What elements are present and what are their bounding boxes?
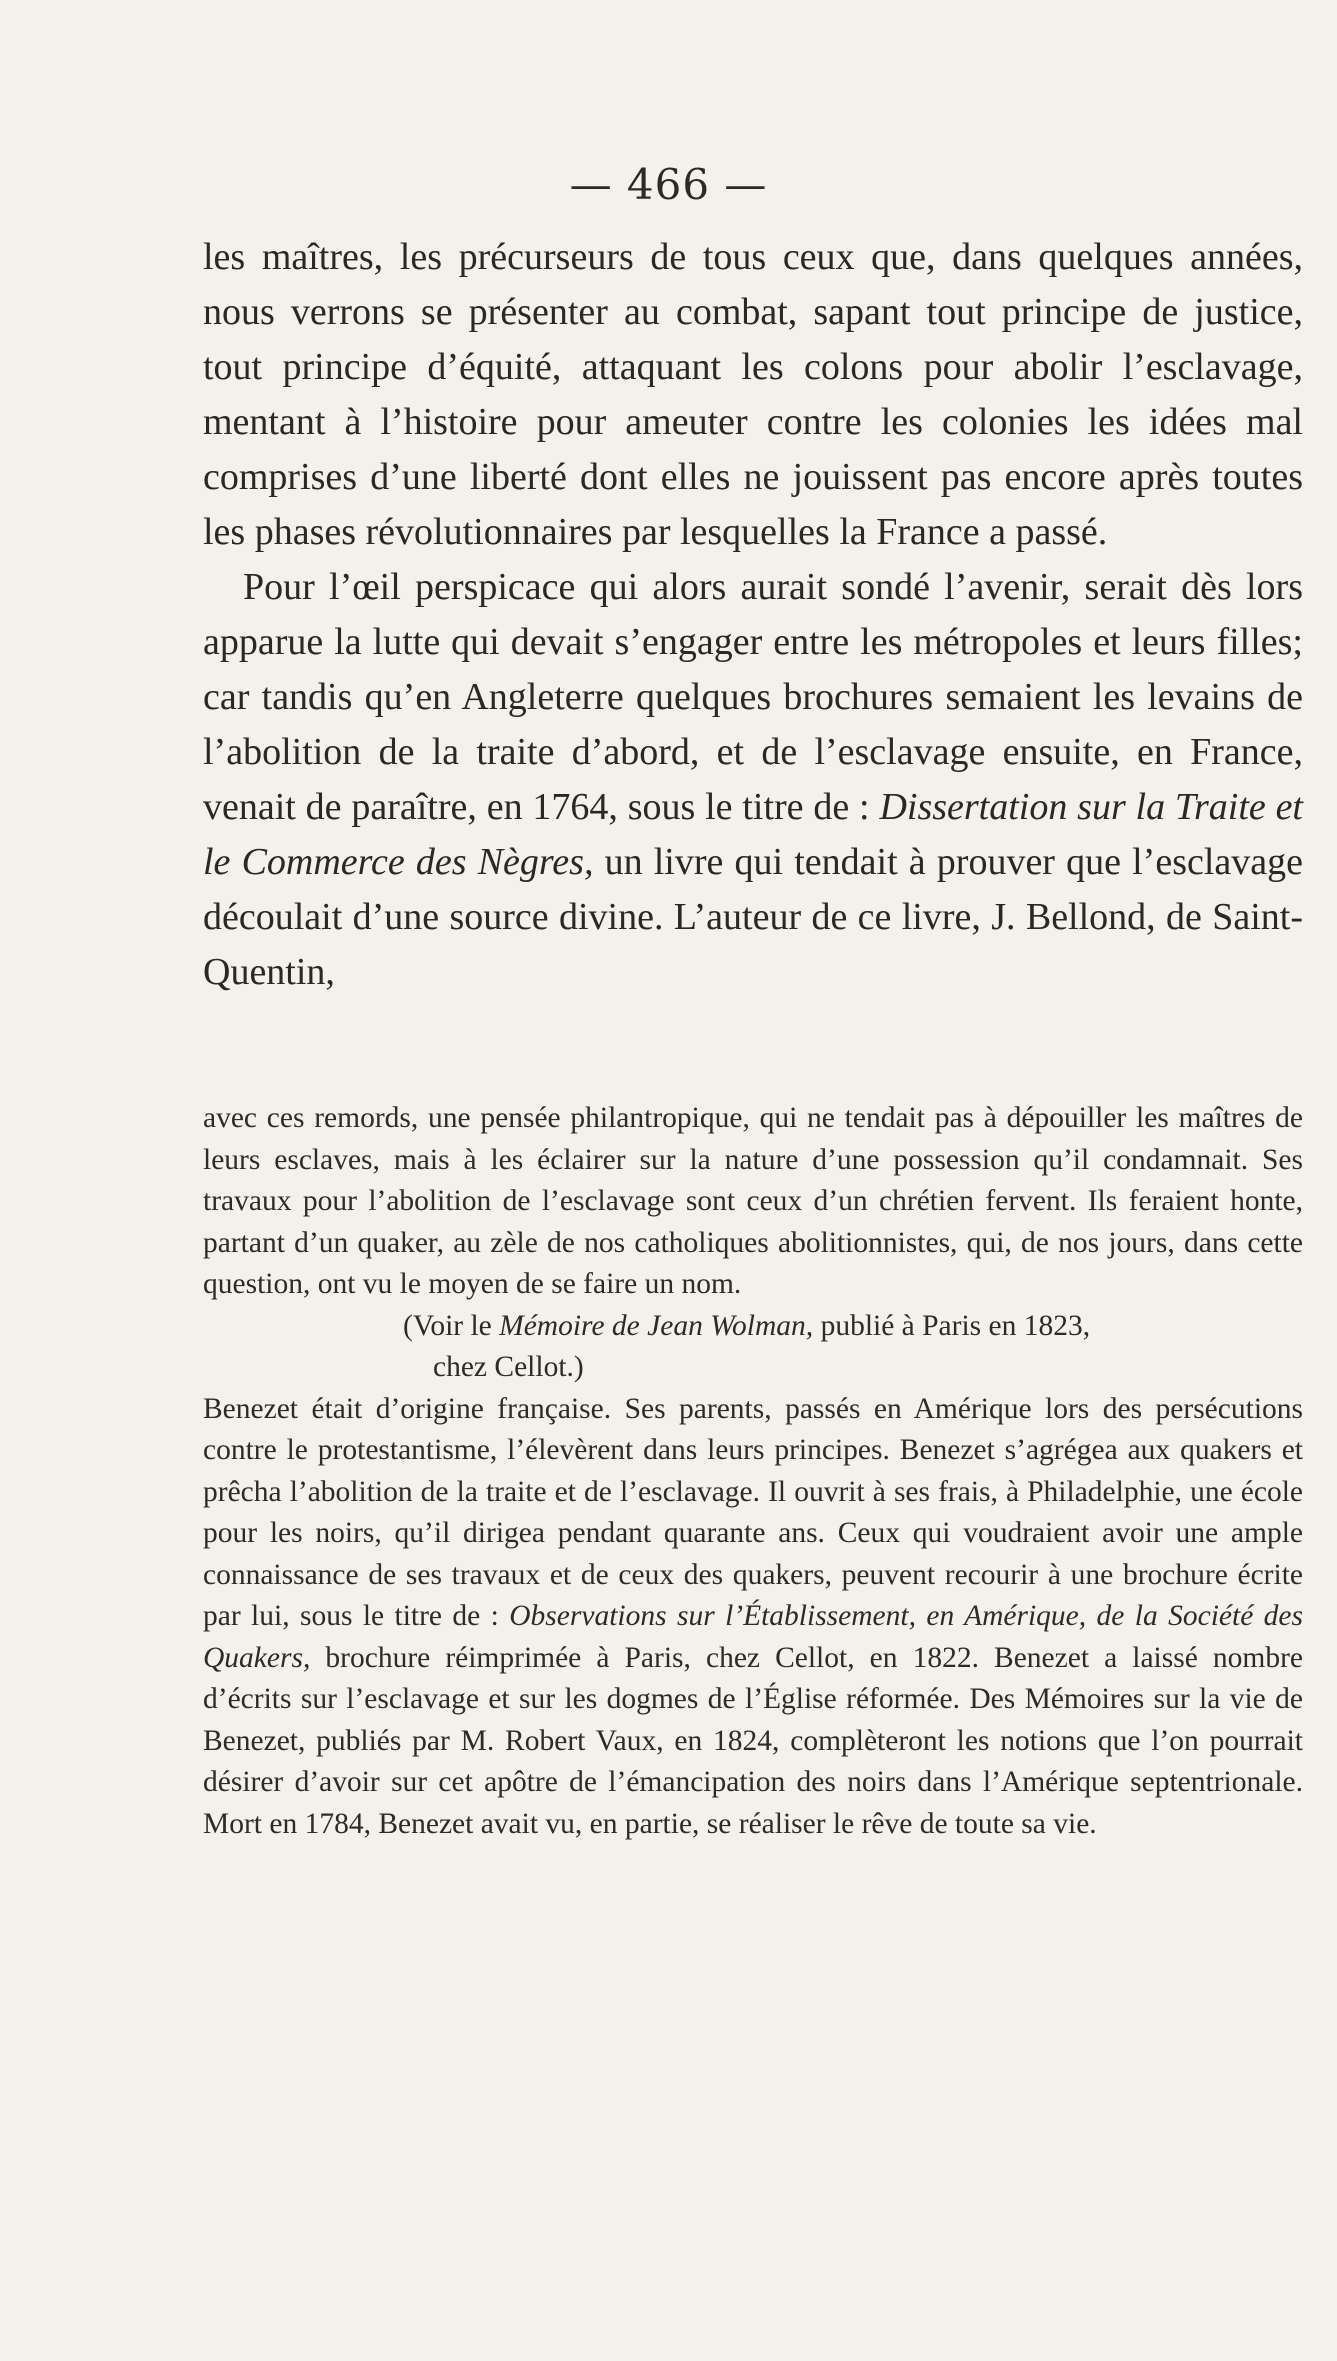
reference-prefix: (Voir le (403, 1309, 500, 1342)
main-paragraph-2-start: Pour l’œil perspicace qui alors aurait sondé l’avenir, serait dès lors apparue la lutte qui devait s’engager entre les métropoles et leurs filles; car tandis qu’en Angleterre quelques brochures semaient les levains de l’abolition de la traite d’abord, et de l’esclavage ensuite, en France, venait de paraître, en 1764, sous le titre de : (203, 566, 1303, 828)
footnote-benezet-start: Benezet était d’origine française. Ses parents, passés en Amérique lors des persécutions contre le protestantisme, l’élevèrent dans leurs principes. Benezet s’agrégea aux quakers et prêcha l’abolition de la traite et de l’esclavage. Il ouvrit à ses frais, à Philadelphie, une école pour les noirs, qu’il dirigea pendant quarante ans. Ceux qui voudraient avoir une ample connaissance de ses travaux et de ceux des quakers, peuvent recourir à une brochure écrite par lui, sous le titre de : (203, 1392, 1303, 1632)
footnote-continuation: avec ces remords, une pensée philantropique, qui ne tendait pas à dépouiller les maîtres de leurs esclaves, mais à les éclairer sur la nature d’une possession qu’il condamnait. Ses travaux pour l’abolition de l’esclavage sont ceux d’un chrétien fervent. Ils feraient honte, partant d’un quaker, au zèle de nos catholiques abolitionnistes, qui, de nos jours, dans cette question, ont vu le moyen de se faire un nom. (203, 1102, 1303, 1300)
reference-suffix: publié à Paris en 1823, (813, 1309, 1091, 1342)
reference-title: Mémoire de Jean Wolman, (499, 1309, 814, 1342)
page-number: — 466 — (569, 160, 768, 209)
book-title-dissertation: Dissertation sur la Traite et le Commerce des Nègres, (203, 786, 1303, 883)
main-paragraph-2-end: un livre qui tendait à prouver que l’esclavage découlait d’une source divine. L’auteur de ce livre, J. Bellond, de Saint-Quentin, (203, 841, 1303, 993)
footnotes (203, 1098, 1303, 1845)
footnote-reference (203, 1306, 1303, 1348)
brochure-title: Observations sur l’Établissement, en Amérique, de la Société des Quakers, (203, 1600, 1304, 1674)
footnote-reference-publisher: chez Cellot.) (433, 1351, 584, 1383)
main-paragraph-2 (203, 560, 1303, 1000)
main-text (203, 230, 1303, 1000)
footnote-benezet (203, 1389, 1303, 1846)
main-paragraph-1: les maîtres, les précurseurs de tous ceux que, dans quelques années, nous verrons se présenter au combat, sapant tout principe de justice, tout principe d’équité, attaquant les colons pour abolir l’esclavage, mentant à l’histoire pour ameuter contre les colonies les idées mal comprises d’une liberté dont elles ne jouissent pas encore après toutes les phases révolutionnaires par lesquelles la France a passé. (203, 236, 1303, 553)
footnote-benezet-end: brochure réimprimée à Paris, chez Cellot, en 1822. Benezet a laissé nombre d’écrits sur l’esclavage et sur les dogmes de l’Église réformée. Des Mémoires sur la vie de Benezet, publiés par M. Robert Vaux, en 1824, complèteront les notions que l’on pourrait désirer d’avoir sur cet apôtre de l’émancipation des noirs dans l’Amérique septentrionale. Mort en 1784, Benezet avait vu, en partie, se réaliser le rêve de toute sa vie. (203, 1641, 1303, 1840)
